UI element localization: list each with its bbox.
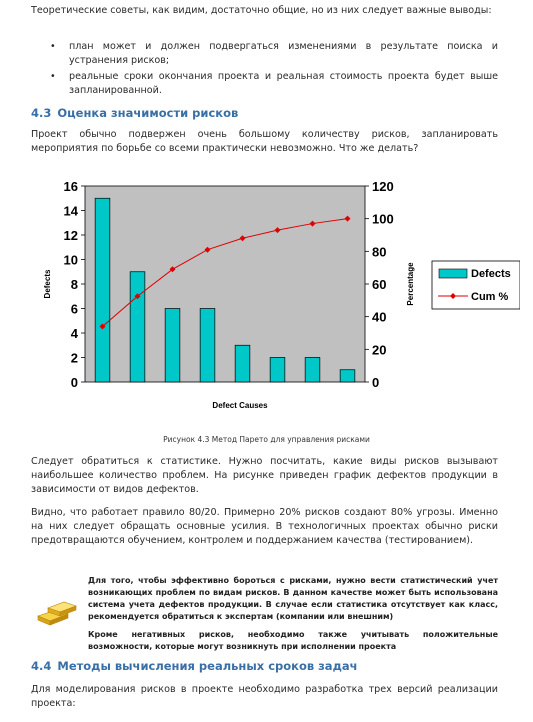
y2-tick-label: 0 <box>372 375 380 390</box>
legend-cum-label: Cum % <box>471 291 509 303</box>
y-tick-label: 12 <box>63 228 78 243</box>
y-tick-label: 10 <box>63 252 78 268</box>
bullet-icon: • <box>50 71 56 82</box>
section-title: Оценка значимости рисков <box>57 106 239 120</box>
section-heading-4-3 <box>31 106 238 120</box>
y-tick-label: 2 <box>70 350 78 366</box>
y2-tick-label: 100 <box>372 211 394 227</box>
legend-defects-swatch <box>439 269 467 278</box>
section-heading-4-4 <box>31 659 358 673</box>
x-axis-label: Defect Causes <box>212 401 268 410</box>
list-item: • план может и должен подвергаться изменениями в результате поиска и устранения рисков; <box>50 41 498 66</box>
y2-tick-label: 80 <box>372 244 387 260</box>
statistics-note: Для того, чтобы эффективно бороться с рисками, нужно вести статистический учет возникающих проблем по видам рисков. В данном качестве может быть использована система учета дефектов продукции. В случае если статистика отсутствует как класс, рекомендуется обратиться к экспертам (компании или внешним) <box>88 576 498 621</box>
gold-bars-icon <box>34 596 80 628</box>
statistics-paragraph: Следует обратиться к статистике. Нужно посчитать, какие виды рисков вызывают наибольшее количество проблем. На рисунке приведен график дефектов продукции в зависимости от видов дефектов. <box>31 456 498 495</box>
defects-bar <box>130 272 145 382</box>
defects-bar <box>305 358 320 383</box>
y-tick-label: 6 <box>70 301 78 317</box>
chart-legend <box>432 261 520 309</box>
y-tick-label: 16 <box>63 179 78 194</box>
y2-tick-label: 20 <box>372 342 387 358</box>
list-item: • реальные сроки окончания проекта и реальная стоимость проекта будет выше запланированной. <box>50 71 498 96</box>
defects-bar <box>165 309 180 383</box>
pareto-rule-paragraph: Видно, что работает правило 80/20. Примерно 20% рисков создают 80% угрозы. Именно на них следует обращать основные усилия. В технологичных проектах обычно риски предотвращаются обучением, контролем и поддержанием качества (тестированием). <box>31 507 498 546</box>
section-4-3-paragraph: Проект обычно подвержен очень большому количеству рисков, запланировать мероприятия по борьбе со всеми практически невозможно. Что же делать? <box>31 129 498 154</box>
y2-tick-label: 120 <box>372 179 394 194</box>
conclusions-list <box>31 40 498 100</box>
defects-bar <box>95 198 110 382</box>
section-4-4-paragraph: Для моделирования рисков в проекте необходимо разработка трех версий реализации проекта: <box>31 684 498 709</box>
y-tick-label: 14 <box>63 203 78 219</box>
intro-paragraph: Теоретические советы, как видим, достаточно общие, но из них следует важные выводы: <box>31 5 492 16</box>
y-axis-label: Defects <box>43 269 52 299</box>
y2-tick-label: 60 <box>372 277 387 292</box>
y-tick-label: 0 <box>70 375 78 390</box>
y2-tick-label: 40 <box>372 309 387 325</box>
pareto-chart <box>40 176 520 412</box>
section-number: 4.3 <box>31 106 52 120</box>
figure-caption: Рисунок 4.3 Метод Парето для управления рисками <box>163 435 370 444</box>
y-tick-label: 8 <box>70 277 78 292</box>
section-title: Методы вычисления реальных сроков задач <box>57 659 358 673</box>
defects-bar <box>235 345 250 382</box>
y-tick-label: 4 <box>70 326 78 341</box>
y2-axis-label: Percentage <box>406 262 415 306</box>
bullet-icon: • <box>50 41 56 52</box>
defects-bar <box>340 370 355 382</box>
plot-area <box>85 186 365 382</box>
positive-risks-note: Кроме негативных рисков, необходимо также учитывать положительные возможности, которые могут возникнуть при исполнении проекта <box>88 630 498 651</box>
defects-bar <box>200 309 215 383</box>
defects-bar <box>270 358 285 383</box>
section-number: 4.4 <box>31 659 52 673</box>
legend-defects-label: Defects <box>471 268 511 280</box>
